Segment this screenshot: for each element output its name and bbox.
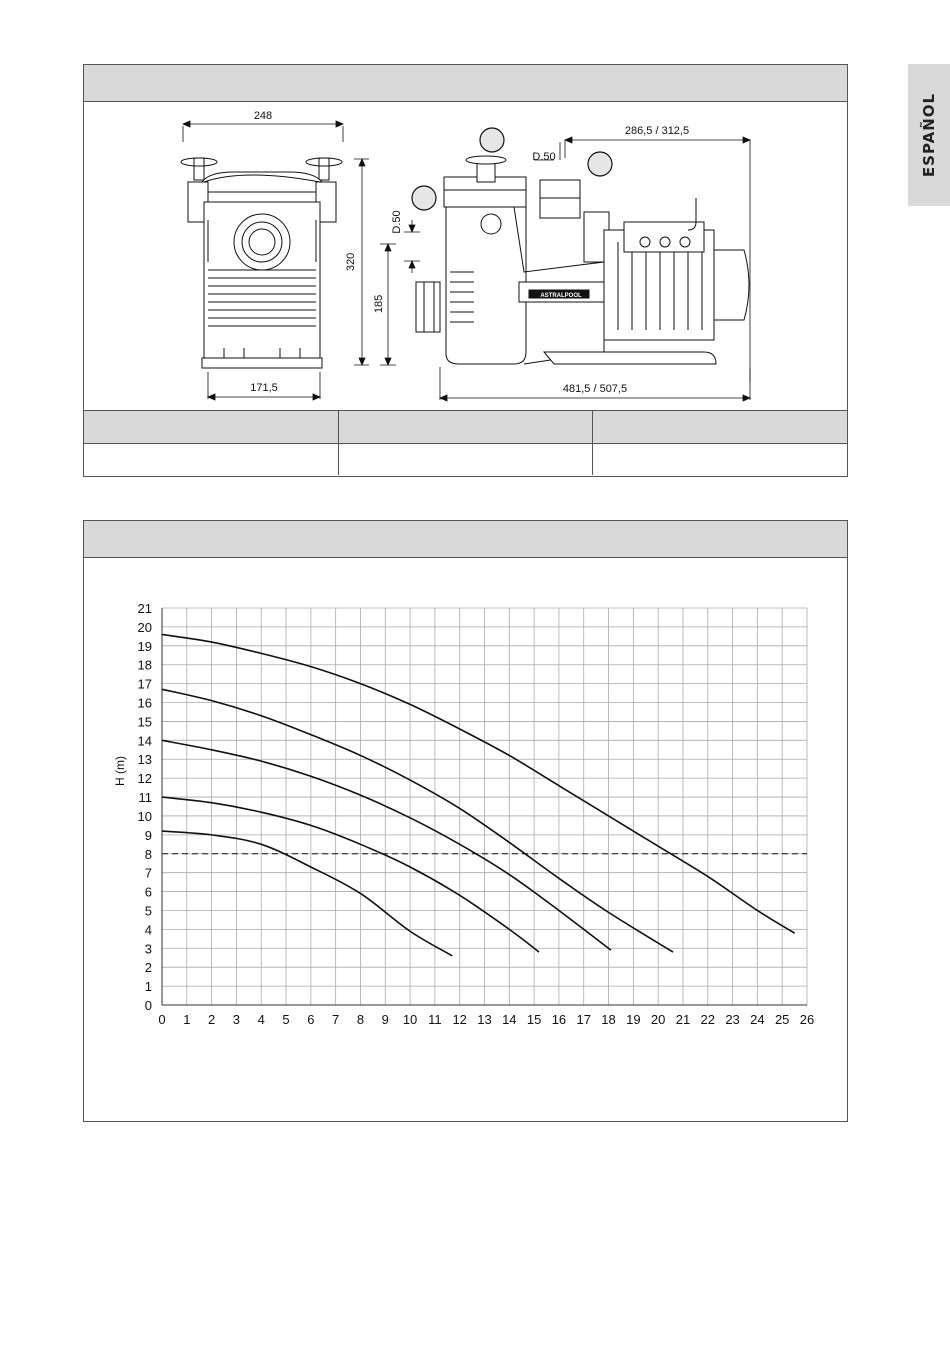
y-tick-label: 21 (137, 601, 152, 616)
y-tick-label: 12 (137, 771, 152, 787)
x-tick-label: 9 (381, 1012, 389, 1027)
spec-header-cell (84, 411, 339, 443)
performance-curve-panel-header (84, 521, 847, 558)
x-tick-label: 17 (576, 1012, 591, 1027)
x-tick-label: 15 (526, 1012, 542, 1027)
y-axis-ticks (138, 601, 152, 1013)
spec-header-cell (593, 411, 847, 443)
performance-curve-panel (83, 520, 848, 1122)
pump-front-view (181, 158, 342, 368)
reference-circle-c (588, 152, 612, 176)
y-axis-label: H (m) (113, 756, 127, 786)
spec-table-row (84, 443, 847, 475)
x-tick-label: 0 (158, 1012, 166, 1027)
spec-cell (593, 443, 847, 475)
y-tick-label: 15 (137, 714, 152, 730)
dim-height-inlet: 185 (373, 294, 385, 314)
y-tick-label: 6 (144, 884, 152, 900)
dimensions-panel-header (84, 65, 847, 102)
pump-curve-chart (84, 558, 847, 1121)
dim-width-top: 248 (253, 110, 273, 122)
x-tick-label: 7 (332, 1012, 340, 1027)
x-tick-label: 25 (774, 1012, 790, 1027)
y-tick-label: 0 (144, 998, 152, 1013)
x-tick-label: 10 (402, 1012, 418, 1027)
curve-series-1 (162, 831, 452, 956)
y-tick-label: 10 (137, 808, 152, 824)
spec-cell (84, 443, 339, 475)
x-tick-label: 24 (750, 1012, 765, 1027)
x-tick-label: 3 (232, 1012, 241, 1027)
spec-table-header (84, 410, 847, 444)
dim-outlet-diameter: D.50 (532, 151, 556, 163)
x-tick-label: 2 (207, 1012, 216, 1027)
y-tick-label: 19 (137, 638, 152, 654)
y-tick-label: 20 (137, 619, 152, 635)
x-tick-label: 13 (477, 1012, 492, 1027)
y-tick-label: 8 (144, 846, 152, 862)
y-tick-label: 4 (144, 922, 152, 938)
dim-height-total: 320 (345, 252, 357, 272)
y-tick-label: 9 (144, 827, 152, 843)
x-tick-label: 4 (257, 1012, 265, 1027)
y-tick-label: 11 (138, 790, 152, 806)
x-tick-label: 5 (282, 1012, 290, 1027)
pump-dimension-drawing (84, 102, 847, 409)
x-tick-label: 20 (650, 1012, 666, 1027)
x-axis-ticks (158, 1012, 814, 1027)
brand-plate: ASTRALPOOL (540, 293, 582, 299)
x-tick-label: 16 (551, 1012, 567, 1027)
reference-circle-b (412, 186, 436, 210)
x-tick-label: 18 (601, 1012, 616, 1027)
y-tick-label: 2 (144, 960, 152, 976)
y-tick-label: 13 (137, 752, 152, 768)
y-tick-label: 17 (137, 676, 152, 692)
y-tick-label: 16 (137, 695, 152, 711)
x-tick-label: 11 (428, 1012, 442, 1027)
chart-grid (162, 608, 807, 1005)
spec-header-cell (339, 411, 594, 443)
dim-width-base: 171,5 (250, 382, 278, 394)
curve-series-3 (162, 740, 611, 950)
dim-length-total: 481,5 / 507,5 (562, 383, 628, 395)
x-tick-label: 22 (700, 1012, 716, 1027)
y-tick-label: 1 (144, 979, 152, 995)
language-tab-label: ESPAÑOL (920, 92, 938, 178)
language-tab (908, 64, 950, 206)
y-tick-label: 14 (137, 733, 152, 749)
y-tick-label: 7 (144, 865, 152, 881)
x-tick-label: 19 (626, 1012, 641, 1027)
x-tick-label: 6 (307, 1012, 315, 1027)
x-tick-label: 14 (502, 1012, 517, 1027)
x-tick-label: 26 (799, 1012, 815, 1027)
dim-length-motor: 286,5 / 312,5 (624, 125, 690, 137)
y-tick-label: 5 (144, 903, 152, 919)
dim-inlet-diameter: D.50 (391, 210, 403, 234)
x-tick-label: 21 (675, 1012, 691, 1027)
curve-series-2 (162, 797, 539, 952)
x-tick-label: 8 (356, 1012, 365, 1027)
dimensions-panel (83, 64, 848, 477)
spec-cell (339, 443, 594, 475)
x-tick-label: 23 (725, 1012, 740, 1027)
x-tick-label: 1 (183, 1012, 191, 1027)
y-tick-label: 18 (137, 657, 152, 673)
curve-series-5 (162, 634, 795, 933)
pump-side-view (416, 156, 749, 364)
reference-circle-a (480, 128, 504, 152)
x-tick-label: 12 (452, 1012, 467, 1027)
y-tick-label: 3 (144, 941, 152, 957)
